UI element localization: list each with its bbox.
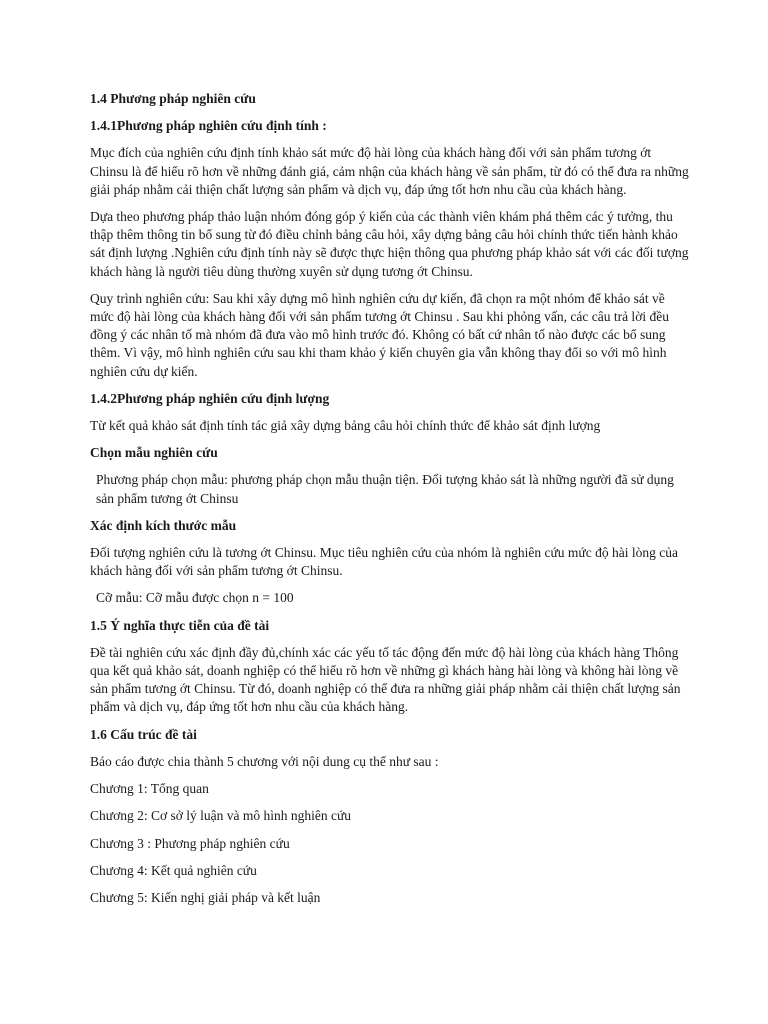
paragraph-sampling-method: Phương pháp chọn mẫu: phương pháp chọn mẫu thuận tiện. Đối tượng khảo sát là những người đã sử dụng sản phẩm tương ớt Chinsu (96, 472, 674, 506)
paragraph-practical-significance: Đề tài nghiên cứu xác định đầy đủ,chính xác các yếu tố tác động đến mức độ hài lòng của khách hàng Thông qua kết quả khảo sát, doanh nghiệp có thể hiểu rõ hơn về những gì khách hàng hài lòng và không hài lòng về sản phẩm tương ớt Chinsu. Từ đó, doanh nghiệp có thể đưa ra những giải pháp nhằm cải thiện chất lượng sản phẩm và dịch vụ, đáp ứng tốt hơn nhu cầu của khách hàng. (90, 644, 681, 715)
chapter-item: Chương 4: Kết quả nghiên cứu (90, 862, 257, 878)
section-1-4-heading: 1.4 Phương pháp nghiên cứu (90, 91, 256, 106)
section-1-5-heading: 1.5 Ý nghĩa thực tiễn của đề tài (90, 617, 270, 633)
paragraph-purpose: Mục đích của nghiên cứu định tính khảo sát mức độ hài lòng của khách hàng đối với sản phẩm tương ớt Chinsu là để hiểu rõ hơn về những đánh giá, cảm nhận của khách hàng về sản phẩm, từ đó có thể đưa ra những giải pháp nhằm cải thiện chất lượng sản phẩm và dịch vụ, đáp ứng tốt hơn nhu cầu của khách hàng. (90, 145, 689, 197)
paragraph-sample-size: Cỡ mẫu: Cỡ mẫu được chọn n = 100 (96, 590, 294, 606)
paragraph-quantitative: Từ kết quả khảo sát định tính tác giả xây dựng bảng câu hỏi chính thức để khảo sát định lượng (90, 418, 601, 434)
paragraph-group-discussion: Dựa theo phương pháp thảo luận nhóm đóng góp ý kiến của các thành viên khám phá thêm các ý tưởng, thu thập thêm thông tin bổ sung từ đó điều chỉnh bảng câu hỏi, xây dựng bảng câu hỏi chính thức tiến hành khảo sát định lượng .Nghiên cứu định tính này sẽ được thực hiện thông qua phương pháp khảo sát với các đối tượng khách hàng là người tiêu dùng thường xuyên sử dụng tương ớt Chinsu. (90, 209, 689, 279)
paragraph-research-subject: Đối tượng nghiên cứu là tương ớt Chinsu. Mục tiêu nghiên cứu của nhóm là nghiên cứu mức độ hài lòng của khách hàng đối với sản phẩm tương ớt Chinsu. (90, 545, 678, 579)
chapter-item: Chương 1: Tổng quan (90, 781, 209, 797)
chapter-item: Chương 3 : Phương pháp nghiên cứu (90, 835, 290, 851)
paragraph-research-process: Quy trình nghiên cứu: Sau khi xây dựng mô hình nghiên cứu dự kiến, đã chọn ra một nhóm để khảo sát về mức độ hài lòng của khách hàng đối với sản phẩm tương ớt Chinsu . Sau khi phỏng vấn, các câu trả lời đều đồng ý các nhân tố mà nhóm đã đưa vào mô hình trước đó. Không có bất cứ nhân tố nào được các bổ sung thêm. Vì vậy, mô hình nghiên cứu sau khi tham khảo ý kiến chuyên gia vẫn không thay đổi so với mô hình nghiên cứu dự kiến. (90, 290, 669, 379)
sample-size-heading: Xác định kích thước mẫu (90, 517, 237, 533)
chapter-item: Chương 5: Kiến nghị giải pháp và kết luận (90, 889, 321, 905)
paragraph-report-structure: Báo cáo được chia thành 5 chương với nội dung cụ thể như sau : (90, 753, 439, 769)
document-page (90, 90, 690, 907)
section-1-6-heading: 1.6 Cấu trúc đề tài (90, 726, 197, 742)
section-1-4-1-heading: 1.4.1Phương pháp nghiên cứu định tính : (90, 118, 327, 134)
chapter-item: Chương 2: Cơ sở lý luận và mô hình nghiên cứu (90, 808, 352, 824)
sample-selection-heading: Chọn mẫu nghiên cứu (90, 445, 218, 461)
section-1-4-2-heading: 1.4.2Phương pháp nghiên cứu định lượng (90, 390, 330, 406)
